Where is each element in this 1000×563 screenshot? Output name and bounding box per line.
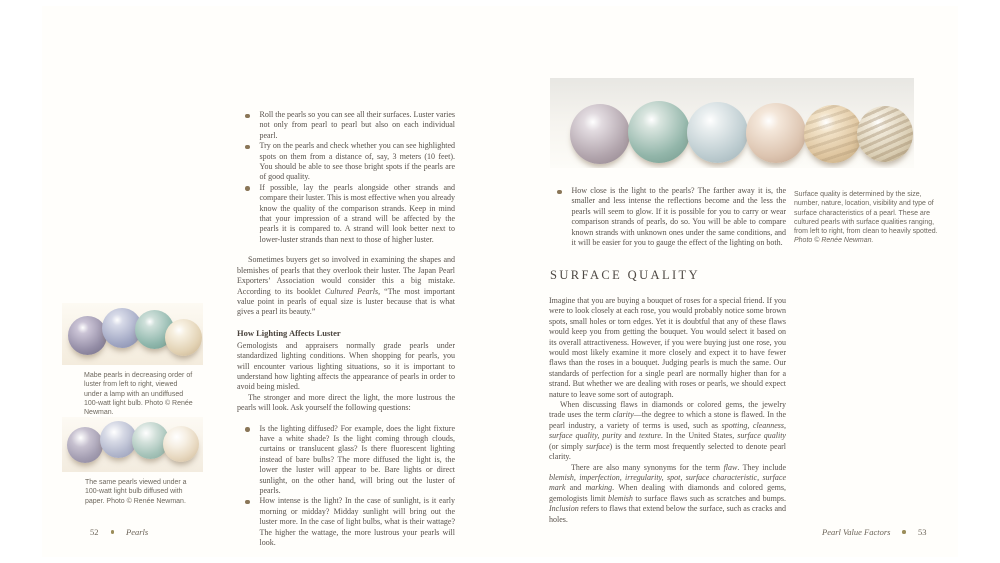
bullet-text: Is the lighting diffused? For example, does the light fixture have a white shade? Is the light coming through clouds, curtains or translucent glass? Is there fluorescent lighting instead of bare bulbs? The more diffused the light is, the lower the luster will appear to be. Bare lights or direct sunlight, on the other hand, will bring out the luster of pearls.	[259, 423, 455, 495]
lighting-questions-list	[237, 424, 455, 549]
pearl	[165, 319, 202, 356]
bullet-icon	[557, 190, 562, 195]
figure-mabe-pearls-undiffused	[62, 303, 203, 365]
caption-surface-quality: Surface quality is determined by the size, number, nature, location, visibility and type of surface characteristics of a pearl. These are cultured pearls with surface qualities ranging, from left to right, from clean to heavily spotted. Photo © Renée Newman.	[794, 191, 938, 245]
left-text-column	[237, 110, 455, 548]
paragraph: Imagine that you are buying a bouquet of roses for a special friend. If you were to look closely at each rose, you would probably notice some brown spots, small holes or torn edges. Yet it is doubtful that any of these flaws would keep you from getting the bouquet. You would select it based on its overall attractiveness. However, if you were buying just one rose, you would most likely examine it more closely and expect it to have fewer flaws than the roses in a bouquet. Judging pearls is much the same. Our standards of perfection for a single pearl are normally higher than for a strand. But whether we are dealing with roses or pearls, we should expect nature to leave some sort of autograph.	[549, 296, 786, 399]
right-footer	[822, 527, 926, 537]
pearl	[746, 103, 806, 163]
paragraph: Sometimes buyers get so involved in examining the shapes and blemishes of pearls that they overlook their luster. The Japan Pearl Exporters’ Association would consider this a big mistake. According to its booklet Cultured Pearls, “The most important value point in pearls of equal size is luster because that is what gives a pearl its beauty.”	[237, 255, 455, 317]
pearl	[68, 316, 107, 355]
right-bullet-column	[549, 186, 786, 248]
list-item	[237, 110, 455, 141]
bullet-icon	[245, 427, 250, 432]
bullet-text: How close is the light to the pearls? The farther away it is, the smaller and less intense the reflections become and the less the pearls will seem to glow. If it is possible for you to carry or wear comparison strands of pearls, do so. You will be able to compare known strands with unknown ones under the same conditions, and it will be easier for you to gauge the effect of the lighting on both.	[571, 186, 786, 248]
list-item	[549, 186, 786, 248]
footer-dot-icon	[902, 530, 906, 534]
pearl	[570, 104, 630, 164]
footer-dot-icon	[111, 530, 115, 534]
list-item	[237, 424, 455, 497]
section-heading-surface-quality: SURFACE QUALITY	[550, 268, 701, 282]
left-footer	[90, 527, 148, 537]
caption-diffused: The same pearls viewed under a 100-watt light bulb diffused with paper. Photo © Renée Newman.	[85, 479, 187, 505]
figure-surface-quality-pearls	[550, 78, 914, 168]
bullet-icon	[245, 145, 250, 150]
pearl	[687, 102, 748, 163]
bullet-text: How intense is the light? In the case of sunlight, is it early morning or midday? Midday sunlight will bring out the luster more. In the case of light bulbs, what is their wattage? The higher the wattage, the more lustrous your pearls will look.	[259, 496, 455, 548]
luster-checklist	[237, 110, 455, 245]
paragraph: There are also many synonyms for the term flaw. They include blemish, imperfection, irregularity, spot, surface characteristic, surface mark and marking. When dealing with diamonds and colored gems, gemologists limit blemish to surface flaws such as scratches and bumps. Inclusion refers to flaws that extend below the surface, such as cracks and holes.	[549, 462, 786, 524]
paragraph: Gemologists and appraisers normally grade pearls under standardized lighting conditions. When shopping for pearls, you will encounter various lighting situations, so it is important to understand how lighting affects the appearance of pearls in order to avoid being misled.	[237, 340, 455, 392]
list-item	[237, 141, 455, 183]
page-number: 52	[90, 527, 99, 537]
pearl	[628, 101, 690, 163]
figure-mabe-pearls-diffused	[62, 417, 203, 472]
paragraph: The stronger and more direct the light, the more lustrous the pearls will look. Ask yourself the following questions:	[237, 392, 455, 413]
pearl	[804, 105, 862, 163]
bullet-text: Try on the pearls and check whether you can see highlighted spots on them from a distance of, say, 3 meters (10 feet). You should be able to see those bright spots if the pearls are of good quality.	[259, 141, 455, 182]
bullet-icon	[245, 500, 250, 505]
bullet-text: If possible, lay the pearls alongside other strands and compare their luster. This is most effective when you already know the quality of the comparison strands. Keep in mind that your impression of a strand will be affected by the pearls it is compared to. A strand will look better next to lower-luster strands than next to those of higher luster.	[259, 182, 455, 244]
right-text-column	[549, 296, 786, 525]
running-title: Pearl Value Factors	[822, 527, 891, 537]
subheading-lighting: How Lighting Affects Luster	[237, 327, 341, 338]
bullet-icon	[245, 114, 250, 119]
paragraph: When discussing flaws in diamonds or colored gems, the jewelry trade uses the term clarity—the degree to which a stone is flawed. In the pearl industry, a variety of terms is used, such as spotting, cleanness, surface quality, purity and texture. In the United States, surface quality (or simply surface) is the term most frequently selected to denote pearl clarity.	[549, 400, 787, 462]
bullet-icon	[245, 186, 250, 191]
lighting-questions-continued	[549, 186, 786, 248]
pearl	[67, 427, 103, 463]
page-number: 53	[917, 527, 927, 537]
pearl	[163, 426, 199, 462]
bullet-text: Roll the pearls so you can see all their surfaces. Luster varies not only from pearl to pearl but also on each individual pearl.	[259, 110, 455, 140]
caption-undiffused: Mabe pearls in decreasing order of luster from left to right, viewed under a lamp with an undiffused 100-watt light bulb. Photo © Renée Newman.	[84, 372, 193, 417]
pearl	[857, 106, 913, 162]
running-title: Pearls	[126, 527, 149, 537]
list-item	[237, 183, 455, 245]
list-item	[237, 496, 455, 548]
